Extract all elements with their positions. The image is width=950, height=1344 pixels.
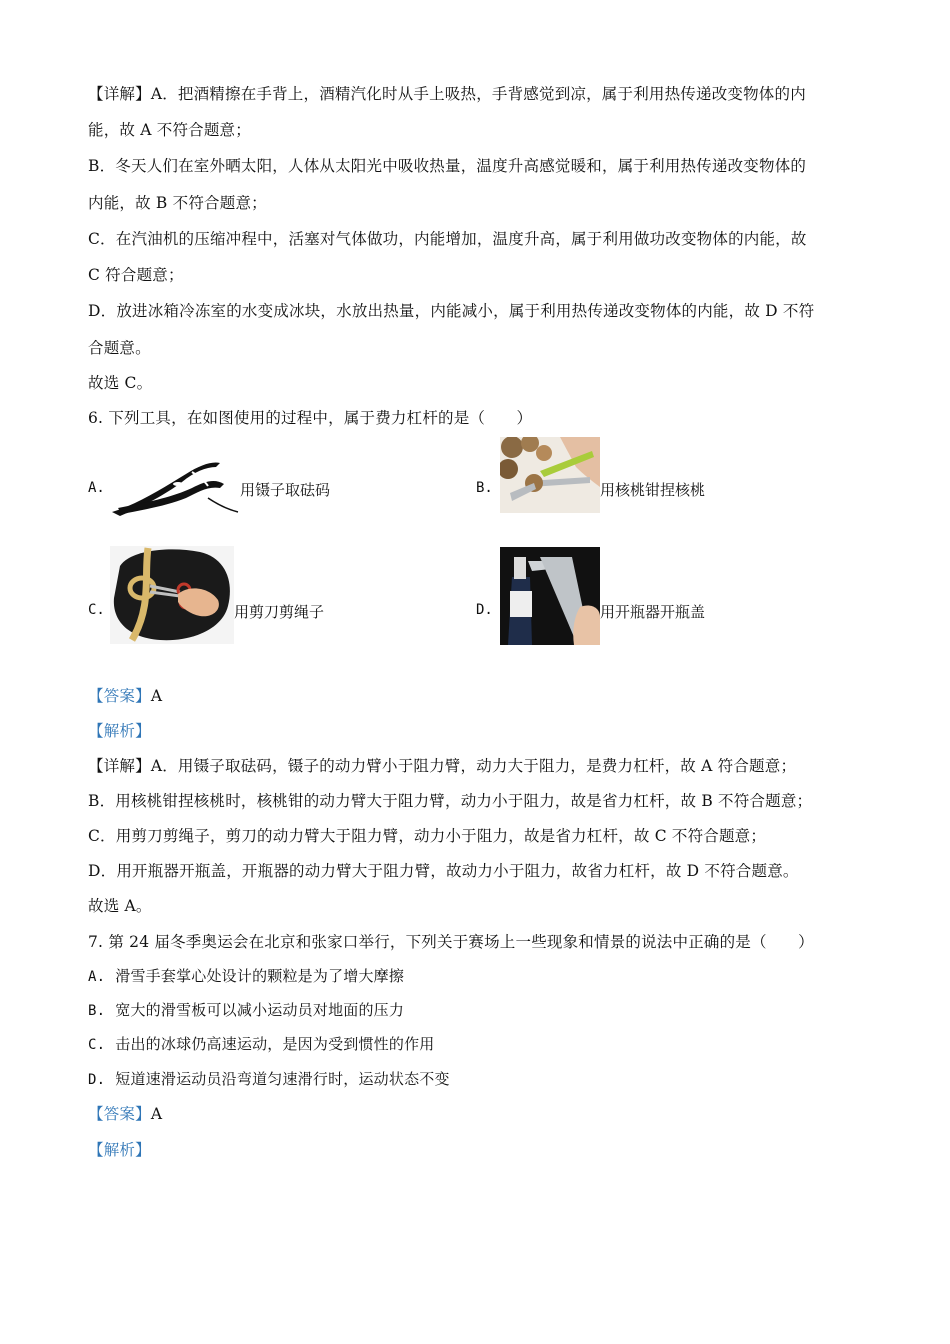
answer-tag: 【答案】 [88, 687, 151, 705]
q6-option-b-letter: B. [476, 480, 493, 496]
q7-option-d-letter: D. [88, 1072, 106, 1088]
q5-detail-c-line1: C．在汽油机的压缩冲程中，活塞对气体做功，内能增加，温度升高，属于利用做功改变物体的内能，故 [88, 230, 807, 248]
q7-option-b [88, 999, 404, 1020]
q7-option-c-letter: C. [88, 1037, 106, 1053]
q5-detail-a-line1 [88, 82, 806, 104]
q7-option-c [88, 1033, 434, 1054]
q6-detail-a-text: A．用镊子取砝码，镊子的动力臂小于阻力臂，动力大于阻力，是费力杠杆，故 A 符合题意； [150, 757, 797, 775]
q6-detail-b: B．用核桃钳捏核桃时，核桃钳的动力臂大于阻力臂，动力小于阻力，故是省力杠杆，故 B 不符合题意； [88, 792, 813, 810]
q5-detail-b-line2: 内能，故 B 不符合题意； [88, 194, 267, 212]
q7-option-b-text: 宽大的滑雪板可以减小运动员对地面的压力 [115, 1001, 405, 1019]
q5-detail-d-line2: 合题意。 [88, 339, 151, 357]
q7-option-a [88, 965, 404, 986]
q5-detail-c-line2: C 符合题意； [88, 266, 184, 284]
q5-detail-a-line2: 能，故 A 不符合题意； [88, 121, 251, 139]
q6-option-a-text: 用镊子取砝码 [240, 481, 331, 499]
q6-option-b-text: 用核桃钳捏核桃 [600, 481, 706, 499]
nutcracker-icon [500, 437, 600, 513]
q5-conclusion: 故选 C。 [88, 374, 153, 392]
q6-option-a-letter: A. [88, 480, 105, 496]
q7-option-b-letter: B. [88, 1003, 106, 1019]
q6-analysis-tag: 【解析】 [88, 722, 151, 740]
q6-conclusion: 故选 A。 [88, 897, 152, 915]
q7-option-d-text: 短道速滑运动员沿弯道匀速滑行时，运动状态不变 [115, 1070, 450, 1088]
answer-tag: 【答案】 [88, 1105, 151, 1123]
q6-answer-line [88, 684, 162, 706]
scissors-icon [110, 546, 234, 644]
q6-option-d-text: 用开瓶器开瓶盖 [600, 603, 706, 621]
q7-question: 7. 第 24 届冬季奥运会在北京和张家口举行，下列关于赛场上一些现象和情景的说法中正确的是（ ） [88, 933, 814, 951]
q5-detail-d-line1: D．放进冰箱冷冻室的水变成冰块，水放出热量，内能减小，属于利用热传递改变物体的内能，故 D 不符 [88, 302, 815, 320]
q5-detail-b-line1: B．冬天人们在室外晒太阳，人体从太阳光中吸收热量，温度升高感觉暖和，属于利用热传递改变物体的 [88, 157, 807, 175]
q6-answer: A [150, 687, 163, 705]
detail-tag: 【详解】 [88, 757, 151, 775]
q7-option-a-text: 滑雪手套掌心处设计的颗粒是为了增大摩擦 [115, 967, 405, 985]
q6-detail-a [88, 754, 796, 776]
tweezers-icon [108, 458, 240, 520]
q6-detail-c: C．用剪刀剪绳子，剪刀的动力臂大于阻力臂，动力小于阻力，故是省力杠杆，故 C 不符合题意； [88, 827, 767, 845]
q7-option-c-text: 击出的冰球仍高速运动，是因为受到惯性的作用 [115, 1035, 435, 1053]
q6-question: 6. 下列工具，在如图使用的过程中，属于费力杠杆的是（ ） [88, 409, 533, 427]
q6-option-d-letter: D. [476, 602, 493, 618]
q7-analysis-tag: 【解析】 [88, 1141, 151, 1159]
q7-answer: A [150, 1105, 163, 1123]
q6-detail-d: D．用开瓶器开瓶盖，开瓶器的动力臂大于阻力臂，故动力小于阻力，故省力杠杆，故 D 不符合题意。 [88, 862, 799, 880]
q5-detail-a-text: A．把酒精擦在手背上，酒精汽化时从手上吸热，手背感觉到凉，属于利用热传递改变物体的内 [150, 85, 806, 103]
detail-tag: 【详解】 [88, 85, 151, 103]
q7-option-d [88, 1068, 450, 1089]
q6-option-c-letter: C. [88, 602, 105, 618]
q6-option-c-text: 用剪刀剪绳子 [234, 603, 325, 621]
q7-answer-line [88, 1102, 162, 1124]
bottle-opener-icon [500, 547, 600, 645]
q7-option-a-letter: A. [88, 969, 106, 985]
